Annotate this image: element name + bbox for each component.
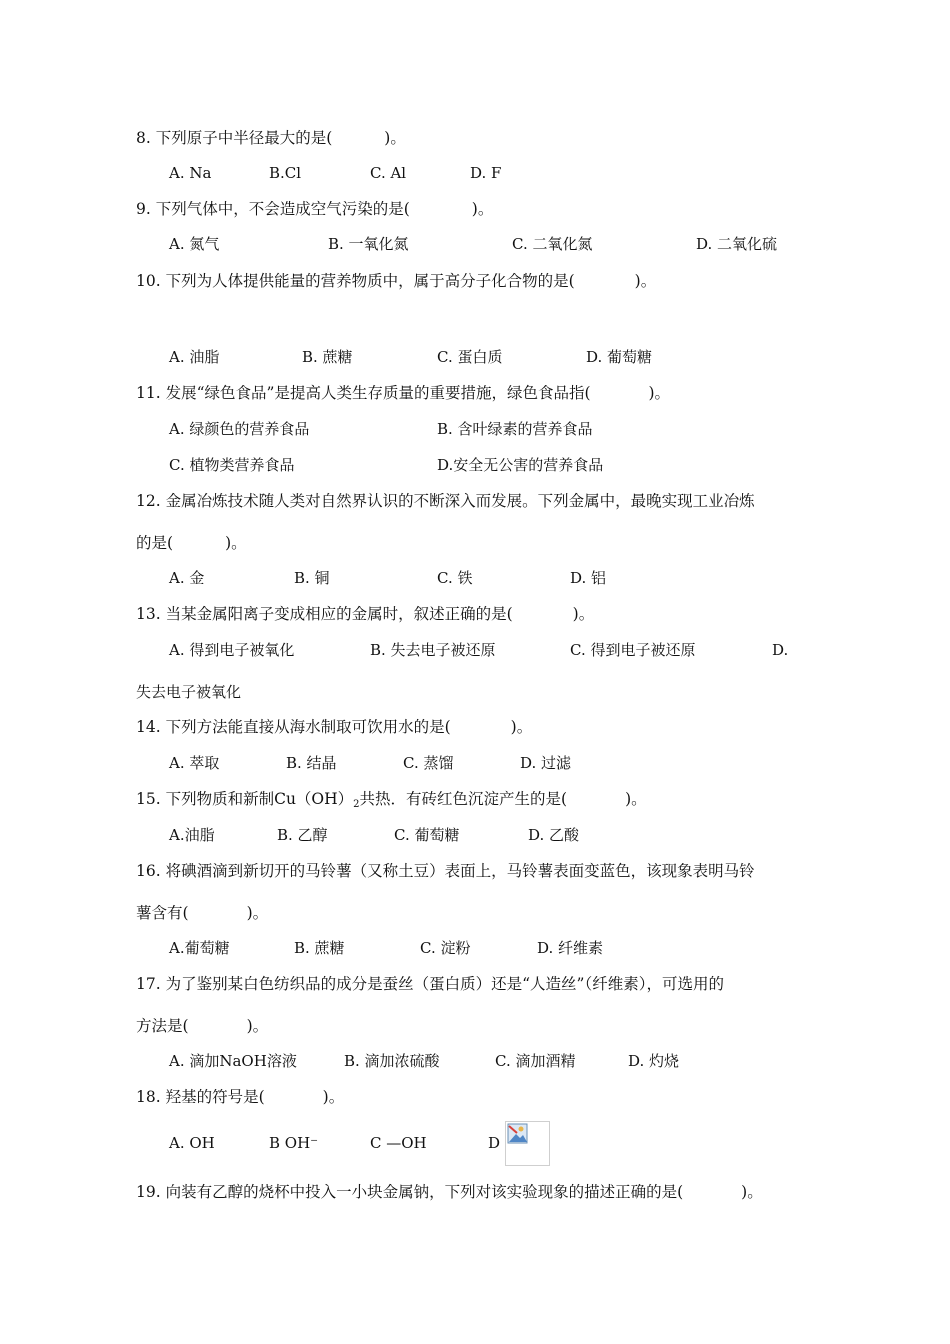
option-a: A. 绿颜色的营养食品 bbox=[169, 420, 310, 438]
question-stem-continued: 的是( bbox=[136, 534, 174, 552]
question-18 bbox=[136, 1087, 344, 1107]
option-d: D. 乙酸 bbox=[528, 826, 580, 844]
option-d: D. 铝 bbox=[570, 569, 607, 587]
option-d: D. 纤维素 bbox=[537, 939, 604, 957]
question-stem: 向装有乙醇的烧杯中投入一小块金属钠，下列对该实验现象的描述正确的是( bbox=[165, 1183, 684, 1201]
option-b: B. 滴加浓硫酸 bbox=[344, 1052, 440, 1070]
question-close: )。 bbox=[572, 605, 595, 623]
question-number: 10. bbox=[136, 272, 161, 290]
option-b: B. 蔗糖 bbox=[302, 348, 353, 366]
option-a: A. Na bbox=[169, 164, 212, 182]
question-close: )。 bbox=[384, 129, 406, 147]
question-15 bbox=[136, 789, 647, 815]
option-b: B. 结晶 bbox=[286, 754, 337, 772]
question-close: )。 bbox=[510, 718, 533, 736]
question-12-continued bbox=[136, 533, 247, 553]
question-number: 9. bbox=[136, 200, 151, 218]
question-close: )。 bbox=[246, 904, 269, 922]
question-stem: 下列物质和新制Cu（OH） bbox=[165, 790, 354, 808]
question-close: )。 bbox=[741, 1183, 763, 1201]
question-9 bbox=[136, 199, 493, 219]
question-stem-continued: 方法是( bbox=[136, 1017, 189, 1035]
question-19 bbox=[136, 1182, 763, 1202]
question-13 bbox=[136, 604, 594, 624]
question-close: )。 bbox=[322, 1088, 345, 1106]
question-stem: 下列为人体提供能量的营养物质中，属于高分子化合物的是( bbox=[165, 272, 575, 290]
broken-image-icon bbox=[507, 1123, 529, 1145]
question-stem: 发展“绿色食品”是提高人类生存质量的重要措施，绿色食品指( bbox=[165, 384, 591, 402]
option-a: A.油脂 bbox=[169, 826, 215, 844]
option-a: A. 油脂 bbox=[169, 348, 220, 366]
option-c: C. 蛋白质 bbox=[437, 348, 503, 366]
question-number: 17. bbox=[136, 975, 161, 993]
question-stem-continued: 薯含有( bbox=[136, 904, 189, 922]
question-stem: 下列原子中半径最大的是( bbox=[155, 129, 333, 147]
question-number: 13. bbox=[136, 605, 161, 623]
question-stem: 当某金属阳离子变成相应的金属时，叙述正确的是( bbox=[165, 605, 513, 623]
question-number: 11. bbox=[136, 384, 161, 402]
question-close: )。 bbox=[225, 534, 247, 552]
question-number: 14. bbox=[136, 718, 161, 736]
option-c: C. 铁 bbox=[437, 569, 473, 587]
subscript: 2 bbox=[353, 799, 360, 810]
option-d: D. 葡萄糖 bbox=[586, 348, 653, 366]
question-8 bbox=[136, 128, 406, 148]
question-14 bbox=[136, 717, 532, 737]
option-d: D. bbox=[772, 641, 789, 659]
question-number: 12. bbox=[136, 492, 161, 510]
option-b: B. 失去电子被还原 bbox=[370, 641, 496, 659]
question-16-continued bbox=[136, 903, 268, 923]
question-close: )。 bbox=[246, 1017, 269, 1035]
option-c: C. 葡萄糖 bbox=[394, 826, 460, 844]
question-stem: 羟基的符号是( bbox=[165, 1088, 265, 1106]
option-d: D. 过滤 bbox=[520, 754, 572, 772]
option-d: D. F bbox=[470, 164, 502, 182]
option-a: A. 萃取 bbox=[169, 754, 220, 772]
question-16 bbox=[136, 861, 755, 881]
option-c: C. 二氧化氮 bbox=[512, 235, 593, 253]
option-c: C. 滴加酒精 bbox=[495, 1052, 576, 1070]
question-10 bbox=[136, 271, 656, 291]
option-a: A. 氮气 bbox=[169, 235, 220, 253]
question-12 bbox=[136, 491, 755, 511]
option-c: C. 淀粉 bbox=[420, 939, 471, 957]
question-close: )。 bbox=[634, 272, 657, 290]
option-c: C. 蒸馏 bbox=[403, 754, 454, 772]
option-a: A.葡萄糖 bbox=[169, 939, 230, 957]
broken-image-placeholder bbox=[505, 1121, 550, 1166]
option-b: B. 蔗糖 bbox=[294, 939, 345, 957]
option-c: C. 得到电子被还原 bbox=[570, 641, 696, 659]
question-number: 18. bbox=[136, 1088, 161, 1106]
question-stem: 下列气体中，不会造成空气污染的是( bbox=[155, 200, 410, 218]
option-c: C. 植物类营养食品 bbox=[169, 456, 295, 474]
option-b: B. 乙醇 bbox=[277, 826, 328, 844]
question-stem: 将碘酒滴到新切开的马铃薯（又称土豆）表面上，马铃薯表面变蓝色，该现象表明马铃 bbox=[165, 862, 755, 880]
option-d: D bbox=[488, 1134, 501, 1152]
option-b: B. 一氧化氮 bbox=[328, 235, 409, 253]
option-d-text: 失去电子被氧化 bbox=[136, 683, 242, 701]
question-number: 15. bbox=[136, 790, 161, 808]
option-b: B. 铜 bbox=[294, 569, 330, 587]
option-a: A. 得到电子被氧化 bbox=[169, 641, 295, 659]
question-close: )。 bbox=[471, 200, 494, 218]
option-a: A. 滴加NaOH溶液 bbox=[169, 1052, 297, 1070]
option-a: A. 金 bbox=[169, 569, 205, 587]
question-number: 16. bbox=[136, 862, 161, 880]
question-number: 8. bbox=[136, 129, 151, 147]
question-close: )。 bbox=[625, 790, 647, 808]
option-d: D. 二氧化硫 bbox=[696, 235, 778, 253]
question-11 bbox=[136, 383, 670, 403]
question-stem: 金属冶炼技术随人类对自然界认识的不断深入而发展。下列金属中，最晚实现工业冶炼 bbox=[165, 492, 755, 510]
option-b: B.Cl bbox=[269, 164, 302, 182]
option-d: D. 灼烧 bbox=[628, 1052, 680, 1070]
question-number: 19. bbox=[136, 1183, 161, 1201]
option-d: D.安全无公害的营养食品 bbox=[437, 456, 604, 474]
option-c: C —OH bbox=[370, 1134, 427, 1152]
question-stem-tail: 共热．有砖红色沉淀产生的是( bbox=[359, 790, 568, 808]
option-c: C. Al bbox=[370, 164, 407, 182]
question-17-continued bbox=[136, 1016, 268, 1036]
option-b: B. 含叶绿素的营养食品 bbox=[437, 420, 593, 438]
option-a: A. OH bbox=[169, 1134, 215, 1152]
question-stem: 为了鉴别某白色纺织品的成分是蚕丝（蛋白质）还是“人造丝”（纤维素），可选用的 bbox=[165, 975, 724, 993]
question-close: )。 bbox=[648, 384, 671, 402]
question-17 bbox=[136, 974, 724, 994]
question-stem: 下列方法能直接从海水制取可饮用水的是( bbox=[165, 718, 451, 736]
option-b: B OH⁻ bbox=[269, 1134, 319, 1152]
